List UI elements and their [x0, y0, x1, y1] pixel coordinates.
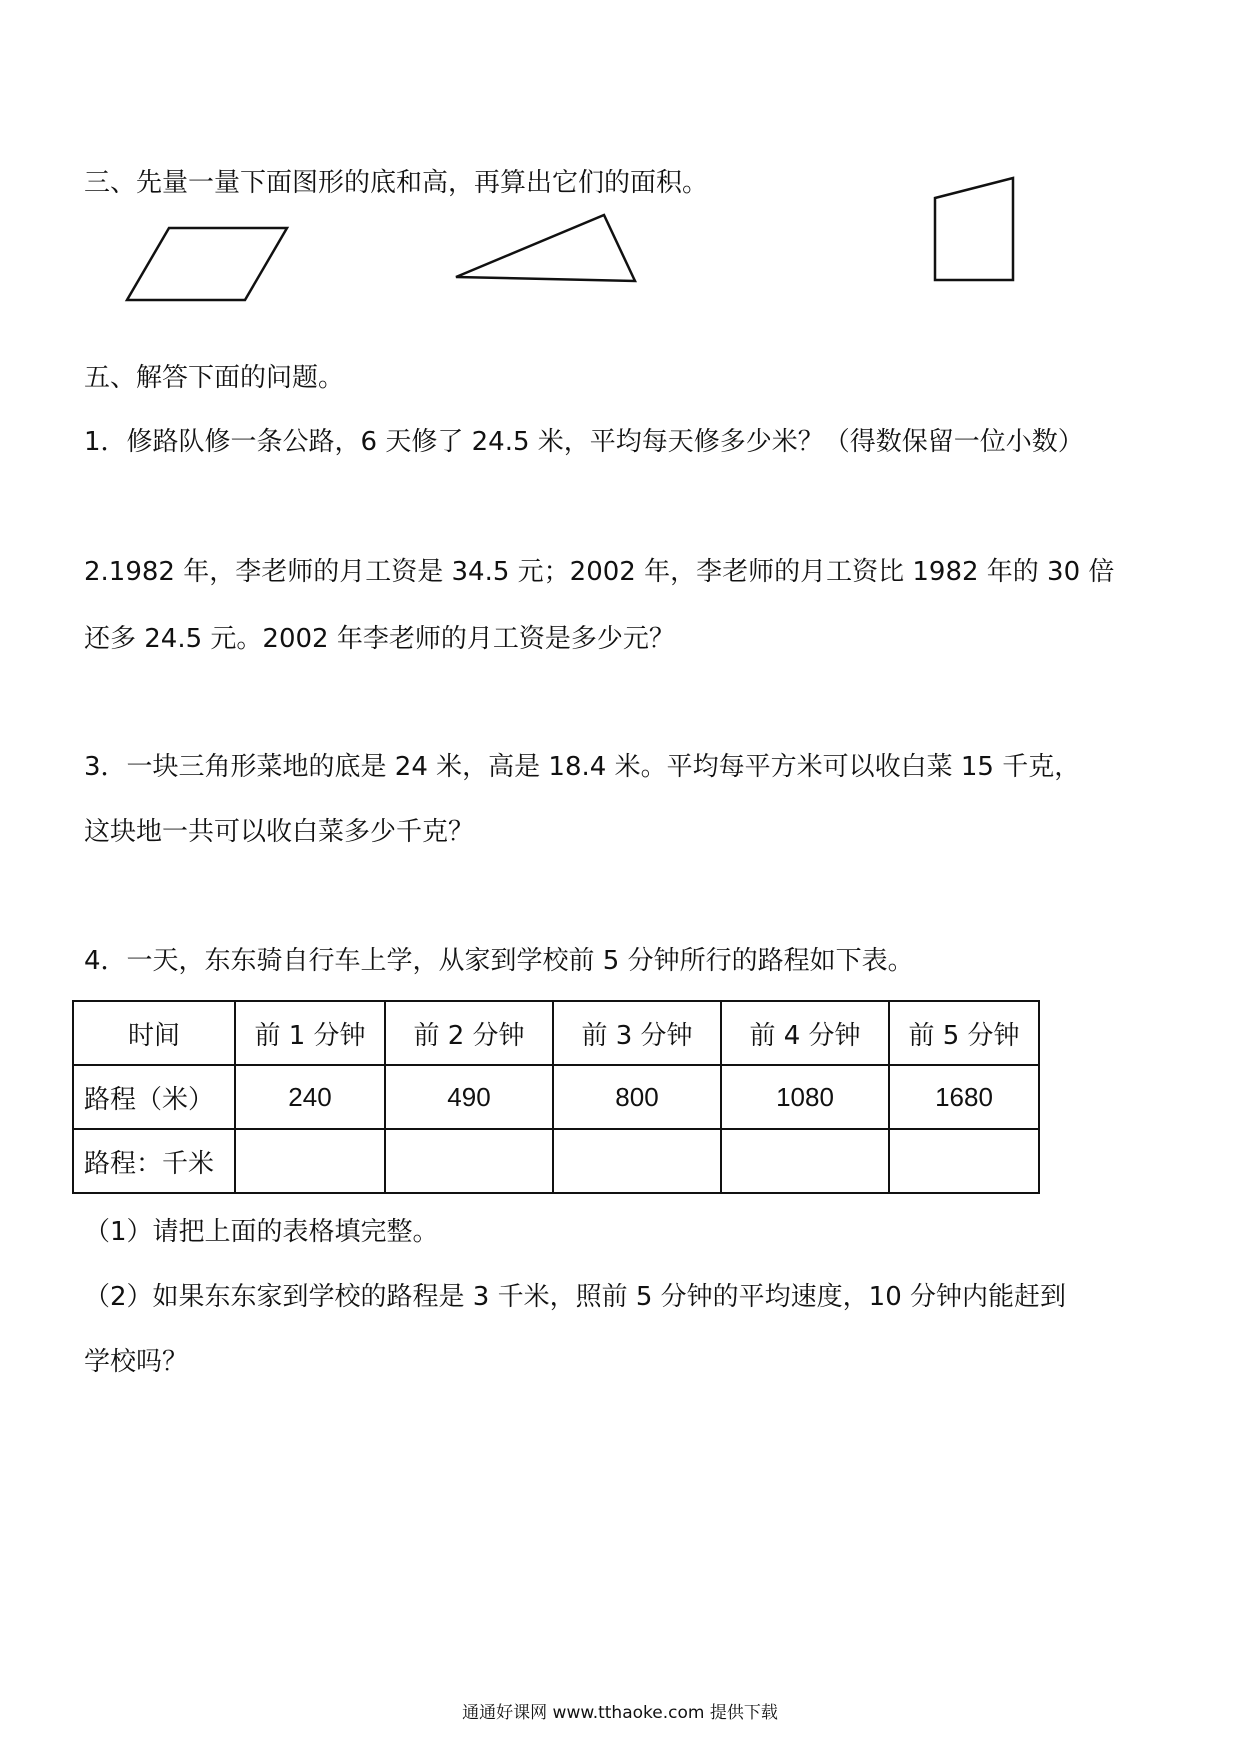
- table-header-row: [73, 1001, 1039, 1065]
- table-blank-cell: [889, 1129, 1039, 1193]
- table-blank-cell: [385, 1129, 553, 1193]
- trapezoid-figure: [935, 178, 1013, 280]
- table-cell: 490: [385, 1065, 553, 1129]
- table-blank-cell: [235, 1129, 385, 1193]
- question-3-line-1: 3．一块三角形菜地的底是 24 米，高是 18.4 米。平均每平方米可以收白菜 15 千克，: [84, 752, 1081, 782]
- table-header-cell: 前 1 分钟: [235, 1001, 385, 1065]
- table-row-label: 路程：千米: [73, 1129, 235, 1193]
- table-header-cell: 前 2 分钟: [385, 1001, 553, 1065]
- table-cell: 800: [553, 1065, 721, 1129]
- table-blank-cell: [721, 1129, 889, 1193]
- table-header-cell: 时间: [73, 1001, 235, 1065]
- table-header-cell: 前 5 分钟: [889, 1001, 1039, 1065]
- table-cell: 1080: [721, 1065, 889, 1129]
- question-4-part-2-line-1: （2）如果东东家到学校的路程是 3 千米，照前 5 分钟的平均速度，10 分钟内能赶到: [84, 1282, 1067, 1312]
- table-row-km: [73, 1129, 1039, 1193]
- question-1: 1．修路队修一条公路，6 天修了 24.5 米，平均每天修多少米？（得数保留一位小数）: [84, 427, 1084, 457]
- parallelogram-figure: [127, 228, 287, 300]
- table-cell: 240: [235, 1065, 385, 1129]
- table-header-cell: 前 3 分钟: [553, 1001, 721, 1065]
- question-2-line-2: 还多 24.5 元。2002 年李老师的月工资是多少元？: [84, 624, 675, 654]
- page-footer: 通通好课网 www.tthaoke.com 提供下载: [462, 1703, 778, 1723]
- table-header-cell: 前 4 分钟: [721, 1001, 889, 1065]
- question-4-part-1: （1）请把上面的表格填完整。: [84, 1217, 439, 1247]
- question-2-line-1: 2.1982 年，李老师的月工资是 34.5 元；2002 年，李老师的月工资比 1982 年的 30 倍: [84, 557, 1115, 587]
- geometry-figures: [0, 0, 1240, 320]
- question-3-line-2: 这块地一共可以收白菜多少千克？: [84, 817, 475, 847]
- question-4-intro: 4．一天，东东骑自行车上学，从家到学校前 5 分钟所行的路程如下表。: [84, 946, 914, 976]
- table-cell: 1680: [889, 1065, 1039, 1129]
- triangle-figure: [456, 215, 635, 281]
- section-3-heading: 三、先量一量下面图形的底和高，再算出它们的面积。: [84, 168, 709, 198]
- question-4-part-2-line-2: 学校吗？: [84, 1347, 189, 1377]
- section-5-heading: 五、解答下面的问题。: [84, 363, 345, 393]
- table-row-meters: [73, 1065, 1039, 1129]
- table-row-label: 路程（米）: [73, 1065, 235, 1129]
- route-table: [72, 1000, 1040, 1194]
- table-blank-cell: [553, 1129, 721, 1193]
